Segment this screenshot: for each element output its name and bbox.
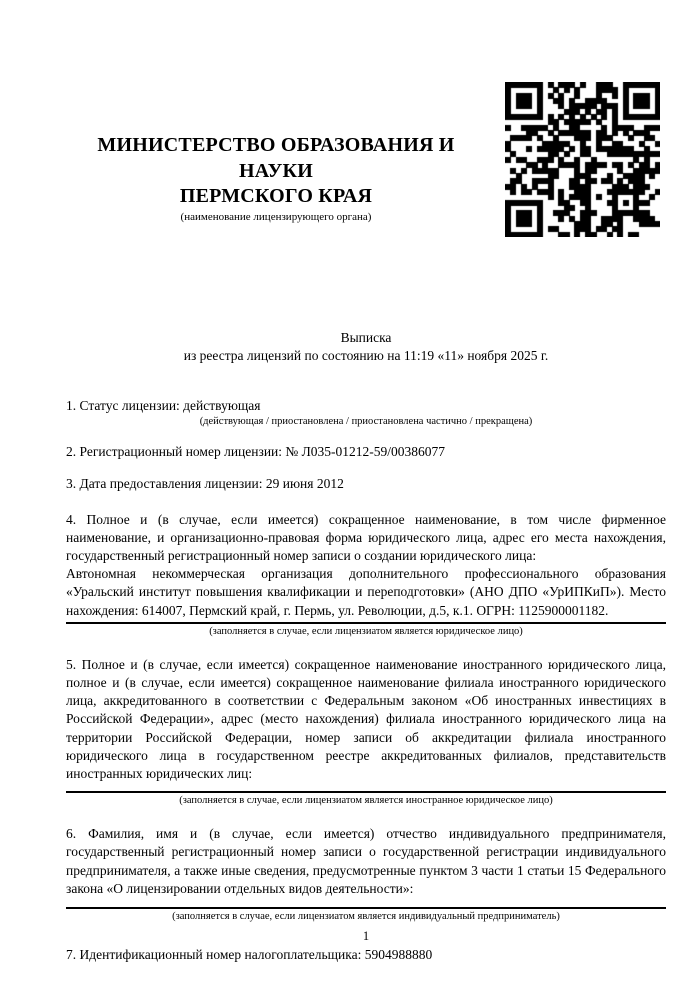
legal-entity-caption: (заполняется в случае, если лицензиатом является юридическое лицо) bbox=[209, 625, 523, 637]
taxpayer-number-text: 7. Идентификационный номер налогоплательщика: 5904988880 bbox=[66, 946, 433, 962]
document-title bbox=[66, 329, 666, 365]
ministry-name-line1: МИНИСТЕРСТВО ОБРАЗОВАНИЯ И НАУКИ bbox=[97, 134, 455, 182]
field-grant-date bbox=[66, 475, 666, 493]
legal-entity-label: 4. Полное и (в случае, если имеется) сокращенное наименование, в том числе фирменное наименование, и организационно-правовая форма юридического лица, адрес его места нахождения, государственный регистрационный номер записи о создании юридического лица: bbox=[66, 511, 666, 563]
ministry-name-line2: ПЕРМСКОГО КРАЯ bbox=[179, 185, 373, 207]
grant-date-text: 3. Дата предоставления лицензии: 29 июня 2012 bbox=[66, 476, 344, 492]
field-registration-number bbox=[66, 443, 666, 461]
field-legal-entity bbox=[66, 511, 666, 639]
fill-in-rule-individual-entrepreneur bbox=[66, 907, 666, 909]
licensing-authority-caption: (наименование лицензирующего органа) bbox=[180, 210, 372, 223]
field-foreign-entity bbox=[66, 656, 666, 808]
individual-entrepreneur-caption: (заполняется в случае, если лицензиатом является индивидуальный предприниматель) bbox=[172, 910, 560, 922]
fill-in-rule-foreign-entity bbox=[66, 791, 666, 793]
document-title-line1: Выписка bbox=[340, 329, 392, 345]
licensing-authority-block bbox=[66, 133, 486, 224]
foreign-entity-caption: (заполняется в случае, если лицензиатом является иностранное юридическое лицо) bbox=[179, 795, 553, 807]
qr-code bbox=[505, 82, 660, 237]
fill-in-rule-legal-entity bbox=[66, 622, 666, 624]
field-license-status bbox=[66, 397, 666, 429]
license-status-options-caption: (действующая / приостановлена / приостановлена частично / прекращена) bbox=[199, 416, 533, 428]
field-individual-entrepreneur bbox=[66, 825, 666, 924]
foreign-entity-label: 5. Полное и (в случае, если имеется) сокращенное наименование иностранного юридического лица, полное и (в случае, если имеется) сокращенное наименование филиала иностранного юридического лица, аккредитованного в соответствии с Федеральным законом «Об иностранных инвестициях в Российской Федерации», адрес (место нахождения) филиала иностранного юридического лица на территории Российской Федерации, номер записи об аккредитации филиала иностранного юридического лица в государственном реестре аккредитованных филиалов, представительств иностранных юридических лиц: bbox=[66, 656, 666, 781]
document-title-line2: из реестра лицензий по состоянию на 11:19 «11» ноября 2025 г. bbox=[183, 347, 549, 363]
page-number: 1 bbox=[362, 929, 370, 943]
individual-entrepreneur-label: 6. Фамилия, имя и (в случае, если имеется) отчество индивидуального предпринимателя, государственный регистрационный номер записи о государственной регистрации индивидуального предпринимателя, а также иные сведения, предусмотренные пунктом 3 части 1 статьи 15 Федерального закона «О лицензировании отдельных видов деятельности»: bbox=[66, 826, 666, 896]
registration-number-text: 2. Регистрационный номер лицензии: № Л035-01212-59/00386077 bbox=[66, 444, 446, 460]
field-taxpayer-number bbox=[66, 946, 666, 964]
license-status-text: 1. Статус лицензии: действующая bbox=[66, 397, 261, 413]
legal-entity-value: Автономная некоммерческая организация дополнительного профессионального образования «Уральский институт повышения квалификации и переподготовки» (АНО ДПО «УрИПКиП»). Место нахождения: 614007, Пермский край, г. Пермь, ул. Революции, д.5, к.1. ОГРН: 1125900001182. bbox=[66, 566, 666, 618]
